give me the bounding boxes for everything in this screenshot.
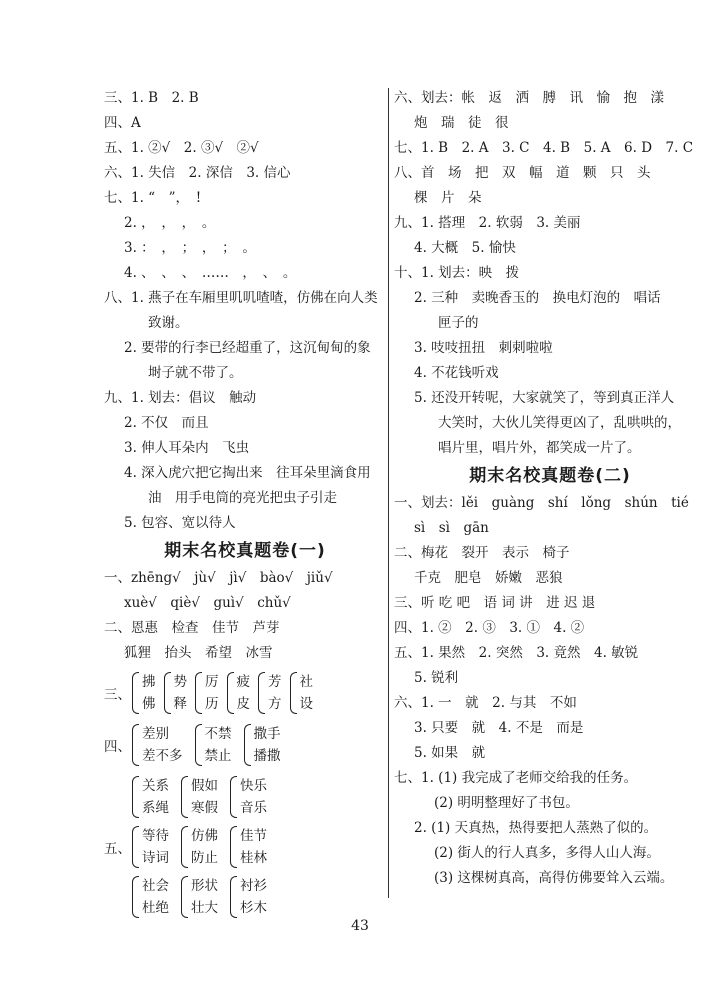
answer-line: 4. 、 、 、 …… ， 、 。 [124,265,297,281]
answer-line: 二、梅花 裂开 表示 椅子 [394,545,570,561]
left-answers-part2 [104,566,386,666]
answer-line: 七、1. (1) 我完成了老师交给我的任务。 [394,770,638,786]
pair-word: 厉 [205,674,219,690]
answer-line: 七、1. B 2. A 3. C 4. B 5. A 6. D 7. C [394,140,694,156]
brace-mark [132,826,139,868]
answer-line: 2. 三种 卖晚香玉的 换电灯泡的 唱话 [414,290,661,306]
answer-line: 十、1. 划去：映 拨 [394,265,520,281]
brace-mark [132,776,139,818]
word-pair [132,775,169,819]
pair-word: 差不多 [142,748,183,764]
answer-line: 二、恩惠 检查 佳节 芦芽 [104,620,280,636]
answer-line: 3. 吱吱扭扭 刺刺啦啦 [414,340,553,356]
word-pair [227,671,251,715]
brace-mark [195,724,202,766]
answer-line: 千克 肥皂 娇嫩 恶狼 [414,570,563,586]
pair-word: 等待 [142,828,169,844]
column-divider [388,88,389,898]
pair-word: 势 [173,674,187,690]
brace-pairs [132,671,321,715]
brace-pairs [132,723,293,767]
brace-rows [132,772,279,922]
pair-word: 假如 [191,778,218,794]
left-column [104,86,386,922]
pair-word: 壮大 [191,900,218,916]
pair-word: 社会 [142,878,169,894]
answer-line: (2) 明明整理好了书包。 [434,795,579,811]
word-pair [132,825,169,869]
answer-line: 棵 片 朵 [414,190,482,206]
pair-words [142,825,169,869]
left-answers-part1 [104,86,386,536]
answer-line: 五、1. 果然 2. 突然 3. 竟然 4. 敏锐 [394,645,639,661]
pair-words [142,875,169,919]
pair-word: 历 [205,696,219,712]
answer-line: 三、听 吃 吧 语 词 讲 进 迟 退 [394,595,596,611]
answer-line: 八、1. 燕子在车厢里叽叽喳喳，仿佛在向人类 [104,290,378,306]
pair-words [205,671,219,715]
word-pair [244,723,281,767]
brace-mark [230,776,237,818]
pair-words [205,723,232,767]
brace-mark [244,724,251,766]
answer-line: 埘子就不带了。 [148,365,243,381]
answer-line: 油 用手电筒的亮光把虫子引走 [148,490,337,506]
pair-word: 佛 [142,696,156,712]
pair-words [254,723,281,767]
answer-line: 四、A [104,115,141,131]
word-pair [132,723,183,767]
answer-line: 2. (1) 天真热，热得要把人蒸熟了似的。 [414,820,658,836]
pair-words [237,671,251,715]
pair-word: 差别 [142,726,169,742]
answer-line: 2. 要带的行李已经超重了，这沉甸甸的象 [124,340,371,356]
answer-line: 匣子的 [438,315,479,331]
pair-words [142,723,183,767]
pair-words [191,875,218,919]
pair-word: 杉木 [240,900,267,916]
pair-word: 疲 [236,674,250,690]
brace-mark [227,672,234,714]
page-number: 43 [351,918,369,934]
answer-line: 六、1. 失信 2. 深信 3. 信心 [104,165,291,181]
word-pair [164,671,188,715]
answer-line: (3) 这棵树真高，高得仿佛要耸入云端。 [434,870,674,886]
pair-word: 关系 [142,778,169,794]
answer-line: 九、1. 搭理 2. 软弱 3. 美丽 [394,215,581,231]
answer-line: 炮 瑞 徒 很 [414,115,509,131]
pair-word: 杜绝 [142,900,169,916]
section-label: 五、 [104,841,131,857]
section-san [104,668,386,718]
brace-mark [195,672,202,714]
answer-line: 一、划去：lěi guàng shí lǒng shún tié [394,495,689,511]
brace-mark [132,672,139,714]
answer-line: 5. 如果 就 [414,745,486,761]
word-pair [290,671,314,715]
word-pair [181,875,218,919]
answer-line: 大笑时，大伙儿笑得更凶了，乱哄哄的， [438,415,681,431]
answer-line: 5. 包容、宽以待人 [124,515,236,531]
answer-line: xuè√ qiè√ guì√ chǔ√ [124,595,291,611]
right-answers-part1 [394,86,706,461]
right-column [394,86,706,891]
pair-words [240,825,267,869]
word-pair [258,671,282,715]
pair-word: 系绳 [142,800,169,816]
answer-line: 4. 深入虎穴把它掏出来 往耳朵里滴食用 [124,465,371,481]
word-pair [230,775,267,819]
pair-word: 播撒 [253,748,281,764]
answer-line: 九、1. 划去：倡议 触动 [104,390,257,406]
pair-word: 设 [299,696,313,712]
pair-word: 皮 [236,696,250,712]
answer-line: 2. ， ， ， 。 [124,215,216,231]
brace-mark [181,826,188,868]
brace-mark [290,672,297,714]
right-answers-part2 [394,491,706,891]
answer-line: 三、1. B 2. B [104,90,199,106]
answer-line: 四、1. ② 2. ③ 3. ① 4. ② [394,620,585,636]
brace-row [132,772,279,822]
pair-words [142,671,156,715]
pair-words [142,775,169,819]
pair-word: 衬衫 [240,878,267,894]
answer-line: sì sì gān [414,520,489,536]
brace-row [132,822,279,872]
pair-word: 仿佛 [191,828,218,844]
pair-words [191,775,218,819]
pair-words [174,671,188,715]
section-si [104,720,386,770]
answer-line: 狐狸 抬头 希望 冰雪 [124,645,273,661]
section-label: 三、 [104,687,131,703]
word-pair [230,875,267,919]
pair-word: 社 [299,674,313,690]
brace-mark [258,672,265,714]
pair-words [191,825,218,869]
answer-line: 3. 伸人耳朵内 飞虫 [124,440,250,456]
pair-word: 诗词 [142,850,169,866]
exam-heading-2: 期末名校真题卷(二) [469,466,631,486]
word-pair [230,825,267,869]
answer-line: 六、划去：帐 返 洒 膊 讯 愉 抱 漾 [394,90,664,106]
pair-word: 桂林 [240,850,267,866]
pair-word: 释 [173,696,187,712]
section-wu [104,772,386,922]
pair-word: 寒假 [191,800,218,816]
exam-heading-1: 期末名校真题卷(一) [164,541,326,561]
answer-line: 3. 只要 就 4. 不是 而是 [414,720,584,736]
answer-line: 3. ： ， ； ， ； 。 [124,240,256,256]
pair-words [240,875,267,919]
answer-line: 八、首 场 把 双 幅 道 颗 只 头 [394,165,651,181]
word-pair [181,825,218,869]
answer-line: 五、1. ②√ 2. ③√ ②√ [104,140,259,156]
brace-mark [132,876,139,918]
pair-words [240,775,267,819]
word-pair [132,671,156,715]
word-pair [195,723,232,767]
word-pair [132,875,169,919]
pair-word: 撒手 [253,726,281,742]
brace-mark [230,826,237,868]
section-label: 四、 [104,739,131,755]
answer-line: 六、1. 一 就 2. 与其 不如 [394,695,577,711]
brace-row [132,872,279,922]
pair-words [300,671,314,715]
pair-word: 芳 [268,674,282,690]
pair-word: 禁止 [204,748,232,764]
pair-word: 快乐 [240,778,267,794]
pair-word: 拂 [142,674,156,690]
answer-line: 4. 大概 5. 愉快 [414,240,516,256]
answer-line: 唱片里，唱片外，都笑成一片了。 [438,440,641,456]
brace-mark [132,724,139,766]
brace-mark [164,672,171,714]
answer-line: 致谢。 [148,315,189,331]
brace-mark [181,876,188,918]
pair-word: 形状 [191,878,218,894]
pair-words [268,671,282,715]
answer-line: 2. 不仅 而且 [124,415,209,431]
answer-line: (2) 街人的行人真多，多得人山人海。 [434,845,660,861]
pair-word: 佳节 [240,828,267,844]
answer-line: 5. 锐利 [414,670,459,686]
answer-line: 4. 不花钱听戏 [414,365,499,381]
answer-line: 一、zhēng√ jù√ jì√ bào√ jiǔ√ [104,570,333,586]
pair-word: 音乐 [240,800,267,816]
pair-word: 不禁 [204,726,232,742]
pair-word: 防止 [191,850,218,866]
answer-line: 七、1. “ ”， ! [104,190,202,206]
brace-mark [181,776,188,818]
pair-word: 方 [268,696,282,712]
word-pair [181,775,218,819]
answer-line: 5. 还没开转呢，大家就笑了，等到真正洋人 [414,390,675,406]
word-pair [195,671,219,715]
brace-mark [230,876,237,918]
